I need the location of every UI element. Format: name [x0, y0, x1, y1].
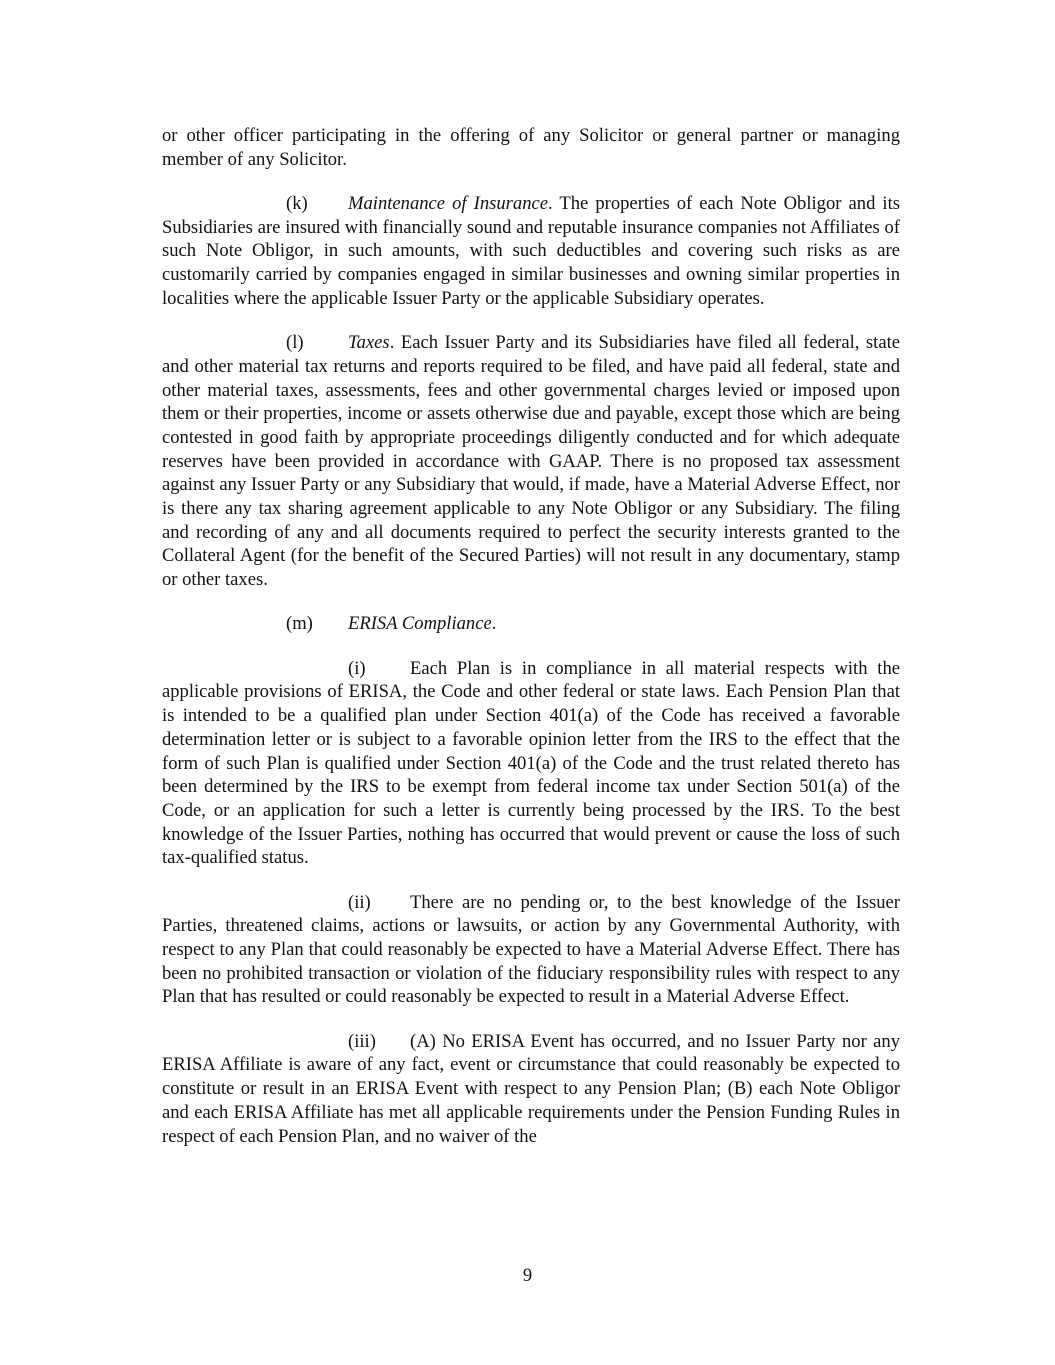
- section-label: (l): [286, 332, 304, 354]
- subsection-text: Each Plan is in compliance in all material respects with the applicable provisions of ERISA, the Code and other federal or state laws. Each Pension Plan that is intended to be a qualified plan under Section 401(a) of the Code has received a favorable determination letter or is subject to a favorable opinion letter from the IRS to the effect that the form of such Plan is qualified under Section 401(a) of the Code and the trust related thereto has been determined by the IRS to be exempt from federal income tax under Section 501(a) of the Code, or an application for such a letter is currently being processed by the IRS. To the best knowledge of the Issuer Parties, nothing has occurred that would prevent or cause the loss of such tax-qualified status.: [162, 657, 900, 869]
- paragraph-subsection-iii: [162, 1030, 900, 1149]
- subsection-label: (iii): [348, 1030, 376, 1052]
- section-label: (k): [286, 193, 308, 214]
- paragraph-section-l: [162, 331, 900, 592]
- paragraph-section-k: [162, 192, 900, 311]
- subsection-text: There are no pending or, to the best knowledge of the Issuer Parties, threatened claims, actions or lawsuits, or action by any Governmental Authority, with respect to any Plan that could reasonably be expected to have a Material Adverse Effect. There has been no prohibited transaction or violation of the fiduciary responsibility rules with respect to any Plan that has resulted or could reasonably be expected to result in a Material Adverse Effect.: [162, 891, 900, 1008]
- subsection-label: (ii): [348, 891, 371, 913]
- section-text: . Each Issuer Party and its Subsidiaries have filed all federal, state and other material tax returns and reports required to be filed, and have paid all federal, state and other material taxes, assessments, fees and other governmental charges levied or imposed upon them or their properties, income or assets otherwise due and payable, except those which are being contested in good faith by appropriate proceedings diligently conducted and for which adequate reserves have been provided in accordance with GAAP. There is no proposed tax assessment against any Issuer Party or any Subsidiary that would, if made, have a Material Adverse Effect, nor is there any tax sharing agreement applicable to any Note Obligor or any Subsidiary. The filing and recording of any and all documents required to perfect the security interests granted to the Collateral Agent (for the benefit of the Secured Parties) will not result in any documentary, stamp or other taxes.: [162, 332, 900, 591]
- section-text: . The properties of each Note Obligor and its Subsidiaries are insured with financially sound and reputable insurance companies not Affiliates of such Note Obligor, in such amounts, with such deductibles and covering such risks as are customarily carried by companies engaged in similar businesses and owning similar properties in localities where the applicable Issuer Party or the applicable Subsidiary operates.: [162, 193, 901, 309]
- page-number: 9: [522, 1265, 533, 1286]
- section-heading: ERISA Compliance: [348, 613, 492, 635]
- subsection-text: (A) No ERISA Event has occurred, and no Issuer Party nor any ERISA Affiliate is aware of any fact, event or circumstance that could reasonably be expected to constitute or result in an ERISA Event with respect to any Pension Plan; (B) each Note Obligor and each ERISA Affiliate has met all applicable requirements under the Pension Funding Rules in respect of each Pension Plan, and no waiver of the: [162, 1030, 900, 1147]
- document-page: [162, 124, 900, 1169]
- paragraph-continuation: or other officer participating in the offering of any Solicitor or general partner or managing member of any Solicitor.: [162, 125, 900, 170]
- subsection-label: (i): [348, 657, 366, 679]
- paragraph-subsection-i: [162, 657, 900, 870]
- section-label: (m): [286, 613, 313, 635]
- section-text: .: [491, 613, 497, 635]
- section-heading: Maintenance of Insurance: [348, 193, 549, 214]
- paragraph-subsection-ii: [162, 891, 900, 1010]
- paragraph-section-m: [162, 612, 900, 636]
- section-heading: Taxes: [348, 332, 390, 354]
